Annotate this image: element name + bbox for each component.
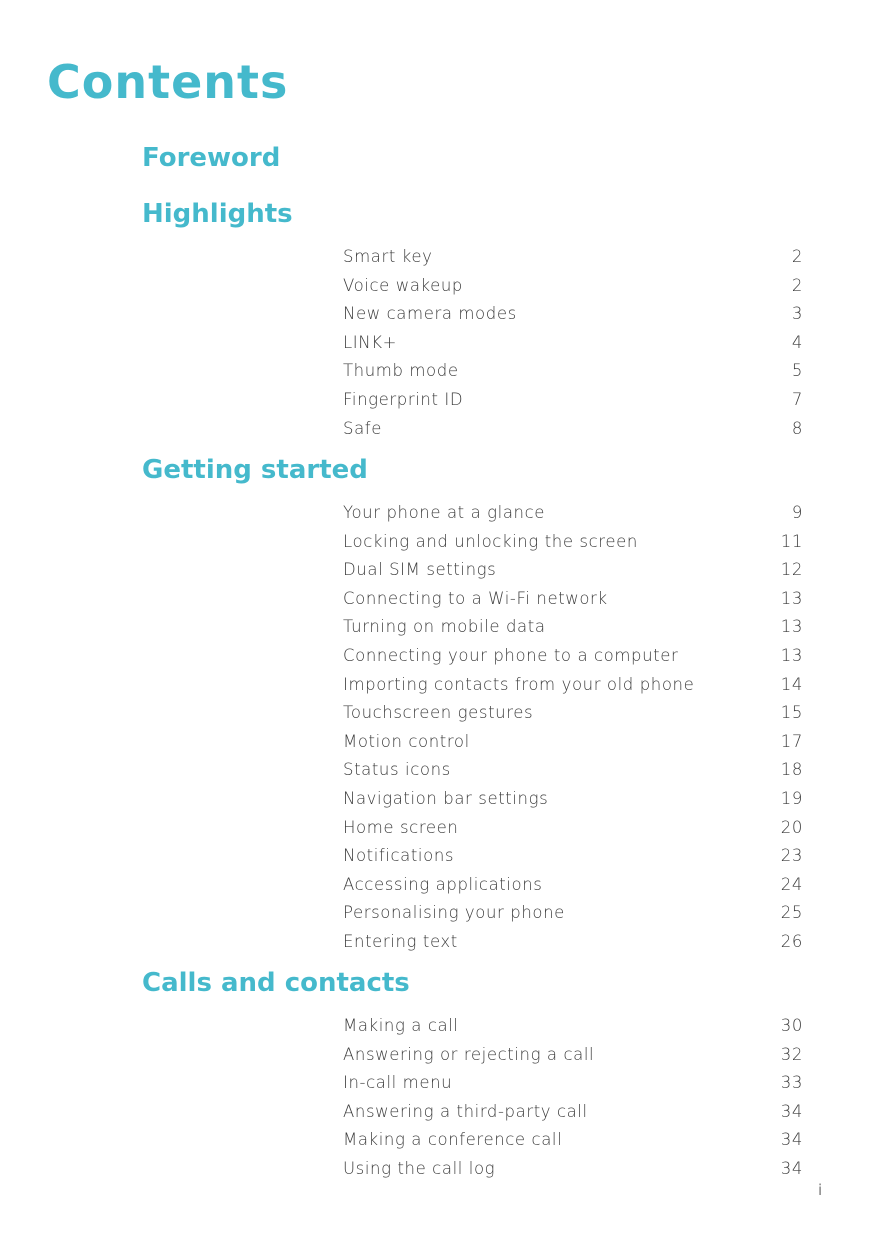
section-heading-highlights[interactable]: Highlights (142, 199, 293, 229)
toc-entry[interactable] (343, 272, 803, 301)
toc-entry[interactable] (343, 1098, 803, 1127)
toc-list-highlights (343, 243, 803, 443)
toc-entry[interactable] (343, 728, 803, 757)
toc-entry[interactable] (343, 357, 803, 386)
section-heading-foreword[interactable]: Foreword (142, 143, 281, 173)
toc-entry-label: Motion control (343, 731, 470, 751)
toc-entry-label: Connecting your phone to a computer (343, 645, 679, 665)
page-title: Contents (47, 55, 289, 109)
toc-entry-page-number: 7 (791, 389, 803, 409)
toc-entry-page-number: 26 (780, 931, 803, 951)
toc-entry[interactable] (343, 528, 803, 557)
toc-entry-label: Notifications (343, 846, 455, 866)
page-number-folio: i (818, 1181, 823, 1199)
toc-entry-page-number: 11 (780, 531, 803, 551)
toc-entry-page-number: 19 (780, 788, 803, 808)
toc-entry[interactable] (343, 1041, 803, 1070)
toc-entry-label: Turning on mobile data (343, 617, 546, 637)
toc-entry[interactable] (343, 871, 803, 900)
toc-entry[interactable] (343, 1126, 803, 1155)
toc-entry[interactable] (343, 499, 803, 528)
toc-entry-page-number: 5 (791, 361, 803, 381)
toc-entry-page-number: 18 (780, 760, 803, 780)
toc-entry-label: Answering or rejecting a call (343, 1044, 595, 1064)
toc-entry[interactable] (343, 1069, 803, 1098)
toc-entry[interactable] (343, 642, 803, 671)
toc-entry-label: Personalising your phone (343, 903, 565, 923)
toc-entry[interactable] (343, 1155, 803, 1184)
toc-entry-label: Touchscreen gestures (343, 703, 534, 723)
toc-entry-page-number: 3 (791, 304, 803, 324)
toc-entry-label: New camera modes (343, 304, 517, 324)
toc-entry[interactable] (343, 329, 803, 358)
toc-entry-label: Status icons (343, 760, 451, 780)
toc-entry[interactable] (343, 699, 803, 728)
toc-entry[interactable] (343, 1012, 803, 1041)
toc-entry-page-number: 4 (791, 332, 803, 352)
toc-entry-label: Making a call (343, 1016, 459, 1035)
toc-entry-label: Your phone at a glance (343, 503, 546, 522)
toc-entry[interactable] (343, 415, 803, 444)
toc-entry-label: Locking and unlocking the screen (343, 531, 638, 551)
toc-entry-page-number: 2 (791, 247, 803, 266)
toc-entry-page-number: 13 (780, 588, 803, 608)
section-heading-calls-contacts[interactable]: Calls and contacts (142, 968, 410, 998)
toc-entry-page-number: 33 (780, 1073, 803, 1093)
toc-entry-page-number: 25 (780, 903, 803, 923)
toc-entry[interactable] (343, 613, 803, 642)
toc-entry-page-number: 8 (791, 418, 803, 438)
toc-entry-page-number: 9 (791, 503, 803, 522)
toc-entry-label: Home screen (343, 817, 459, 837)
toc-entry[interactable] (343, 928, 803, 957)
toc-entry-label: Importing contacts from your old phone (343, 674, 695, 694)
toc-entry-page-number: 2 (791, 275, 803, 295)
toc-entry-label: Using the call log (343, 1158, 496, 1178)
toc-entry-label: Smart key (343, 247, 433, 266)
toc-entry-page-number: 24 (780, 874, 803, 894)
toc-entry-label: Making a conference call (343, 1130, 563, 1150)
toc-entry-label: LINK+ (343, 332, 398, 352)
toc-entry-page-number: 12 (780, 560, 803, 580)
toc-entry-label: Entering text (343, 931, 458, 951)
toc-entry-label: Connecting to a Wi-Fi network (343, 588, 608, 608)
toc-entry-label: Thumb mode (343, 361, 459, 381)
toc-entry-label: Accessing applications (343, 874, 543, 894)
toc-list-calls-contacts (343, 1012, 803, 1184)
toc-entry-page-number: 17 (780, 731, 803, 751)
toc-entry[interactable] (343, 386, 803, 415)
toc-entry[interactable] (343, 785, 803, 814)
toc-entry-page-number: 13 (780, 617, 803, 637)
toc-entry[interactable] (343, 585, 803, 614)
toc-entry-page-number: 20 (780, 817, 803, 837)
toc-entry-label: Voice wakeup (343, 275, 464, 295)
toc-entry-label: Answering a third-party call (343, 1101, 588, 1121)
toc-entry-page-number: 15 (780, 703, 803, 723)
toc-entry-label: In-call menu (343, 1073, 453, 1093)
toc-entry-label: Dual SIM settings (343, 560, 497, 580)
toc-entry-page-number: 30 (780, 1016, 803, 1035)
toc-entry-label: Fingerprint ID (343, 389, 464, 409)
toc-entry[interactable] (343, 243, 803, 272)
section-heading-getting-started[interactable]: Getting started (142, 455, 368, 485)
toc-entry[interactable] (343, 556, 803, 585)
toc-entry-label: Safe (343, 418, 382, 438)
toc-entry-page-number: 32 (780, 1044, 803, 1064)
toc-entry-page-number: 34 (780, 1130, 803, 1150)
toc-entry-page-number: 13 (780, 645, 803, 665)
toc-entry-label: Navigation bar settings (343, 788, 549, 808)
toc-entry-page-number: 23 (780, 846, 803, 866)
toc-entry[interactable] (343, 756, 803, 785)
toc-entry[interactable] (343, 899, 803, 928)
toc-entry[interactable] (343, 842, 803, 871)
toc-entry-page-number: 14 (780, 674, 803, 694)
toc-entry[interactable] (343, 671, 803, 700)
toc-entry[interactable] (343, 814, 803, 843)
toc-entry-page-number: 34 (780, 1101, 803, 1121)
toc-entry-page-number: 34 (780, 1158, 803, 1178)
toc-entry[interactable] (343, 300, 803, 329)
toc-list-getting-started (343, 499, 803, 957)
